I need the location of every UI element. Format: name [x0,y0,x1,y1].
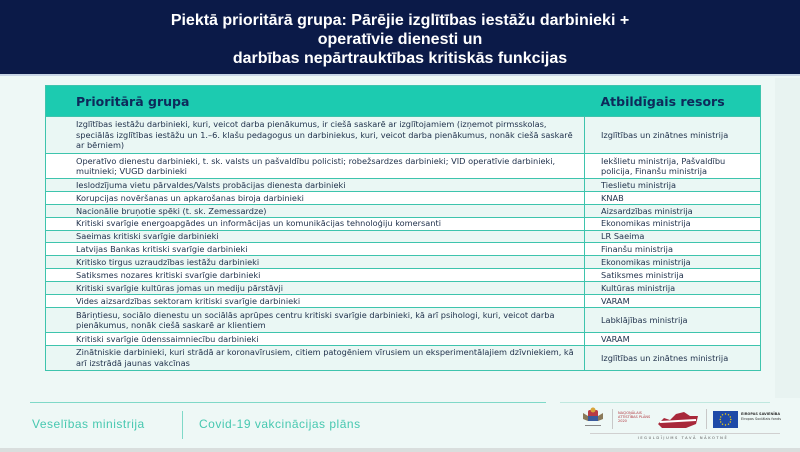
table-row [46,256,761,269]
responsible-resource-cell: LR Saeima [585,230,761,243]
priority-group-cell: Nacionālie bruņotie spēki (t. sk. Zemessardze) [46,204,585,217]
column-header-group: Prioritārā grupa [46,86,585,117]
responsible-resource-cell: Labklājības ministrija [585,307,761,332]
eu-logo-text [741,412,786,421]
footer-logos [580,407,780,441]
table-row [46,204,761,217]
priority-group-cell: Zinātniskie darbinieki, kuri strādā ar koronavīrusiem, citiem patogēniem vīrusiem un eksperimentālajiem dzīvniekiem, kā arī izstrādā jaunas vakcīnas [46,345,585,370]
responsible-resource-cell: Ekonomikas ministrija [585,256,761,269]
responsible-resource-cell: Satiksmes ministrija [585,269,761,282]
priority-group-cell: Bāriņtiesu, sociālo dienestu un sociālās aprūpes centru kritiski svarīgie darbinieki, kā arī psihologi, kuri, veicot darba pienākumus, nonāk ciešā saskarē ar klientiem [46,307,585,332]
priority-group-cell: Ieslodzījuma vietu pārvaldes/Valsts probācijas dienesta darbinieki [46,179,585,192]
table-row [46,230,761,243]
responsible-resource-cell: Ekonomikas ministrija [585,217,761,230]
side-strip [775,78,800,398]
priority-group-cell: Latvijas Bankas kritiski svarīgie darbinieki [46,243,585,256]
logo-tagline: IEGULDĪJUMS TAVĀ NĀKOTNĒ [637,436,729,440]
footer-rule [30,402,208,403]
priority-group-cell: Izglītības iestāžu darbinieki, kuri, veicot darba pienākumus, ir ciešā saskarē ar izglītojamiem (izņemot pirmsskolas, speciālās izglītības iestāžu un 1.–6. klašu pedagogus un darbiniekus, kuri, veicot darba pienākumus, nonāk ciešā saskarē ar bērniem) [46,117,585,154]
table-row [46,345,761,370]
footer-rule [560,402,770,403]
table-row [46,295,761,308]
footer-ministry: Veselības ministrija [32,417,145,431]
responsible-resource-cell: KNAB [585,191,761,204]
nap-logo-text: NACIONĀLAIS ATTĪSTĪBAS PLĀNS 2020 [618,411,651,424]
table-header-row [46,86,761,117]
bottom-bar [0,448,800,452]
responsible-resource-cell: Aizsardzības ministrija [585,204,761,217]
eu-flag-icon [713,411,738,428]
responsible-resource-cell: Finanšu ministrija [585,243,761,256]
table-row [46,154,761,179]
table-row [46,179,761,192]
responsible-resource-cell: Izglītības un zinātnes ministrija [585,345,761,370]
slide-title [0,0,800,76]
eu-subtitle: Eiropas Sociālais fonds [741,416,782,421]
responsible-resource-cell: VARAM [585,332,761,345]
table-row [46,217,761,230]
footer-rule [208,402,546,403]
table-row [46,243,761,256]
nap-logo [618,410,698,430]
table-row [46,117,761,154]
column-header-resource: Atbildīgais resors [585,86,761,117]
table-row [46,332,761,345]
eu-title: EIROPAS SAVIENĪBA [741,412,781,416]
priority-group-cell: Korupcijas novēršanas un apkarošanas biroja darbinieki [46,191,585,204]
latvia-map-icon [656,410,700,430]
responsible-resource-cell: Izglītības un zinātnes ministrija [585,117,761,154]
priority-group-cell: Kritiski svarīgie ūdenssaimniecību darbinieki [46,332,585,345]
title-line-2: operatīvie dienesti un [317,31,483,48]
responsible-resource-cell: Kultūras ministrija [585,282,761,295]
priority-group-cell: Vides aizsardzības sektoram kritiski svarīgie darbinieki [46,295,585,308]
footer-plan-title: Covid-19 vakcinācijas plāns [199,417,361,431]
logo-rule [590,433,780,434]
priority-group-cell: Operatīvo dienestu darbinieki, t. sk. valsts un pašvaldību policisti; robežsardzes darbinieki; VID operatīvie darbinieki, muitnieki; VUGD darbinieki [46,154,585,179]
priority-group-cell: Saeimas kritiski svarīgie darbinieki [46,230,585,243]
title-line-1: Piektā prioritārā grupa: Pārējie izglītības iestāžu darbinieki + [170,12,630,29]
latvia-crest-logo [580,407,606,429]
logo-separator [612,409,613,429]
table-row [46,269,761,282]
table-row [46,191,761,204]
priority-group-cell: Satiksmes nozares kritiski svarīgie darbinieki [46,269,585,282]
title-line-3: darbības nepārtrauktības kritiskās funkcijas [232,50,568,67]
responsible-resource-cell: Tieslietu ministrija [585,179,761,192]
priority-group-cell: Kritisko tirgus uzraudzības iestāžu darbinieki [46,256,585,269]
table-row [46,307,761,332]
priority-table-container [45,85,761,371]
priority-group-cell: Kritiski svarīgie kultūras jomas un mediju pārstāvji [46,282,585,295]
logo-separator [706,409,707,429]
table-row [46,282,761,295]
priority-table [45,85,761,371]
responsible-resource-cell: Iekšlietu ministrija, Pašvaldību policija, Finanšu ministrija [585,154,761,179]
responsible-resource-cell: VARAM [585,295,761,308]
priority-group-cell: Kritiski svarīgie energoapgādes un informācijas un komunikācijas tehnoloģiju komersanti [46,217,585,230]
footer-divider [182,411,183,439]
